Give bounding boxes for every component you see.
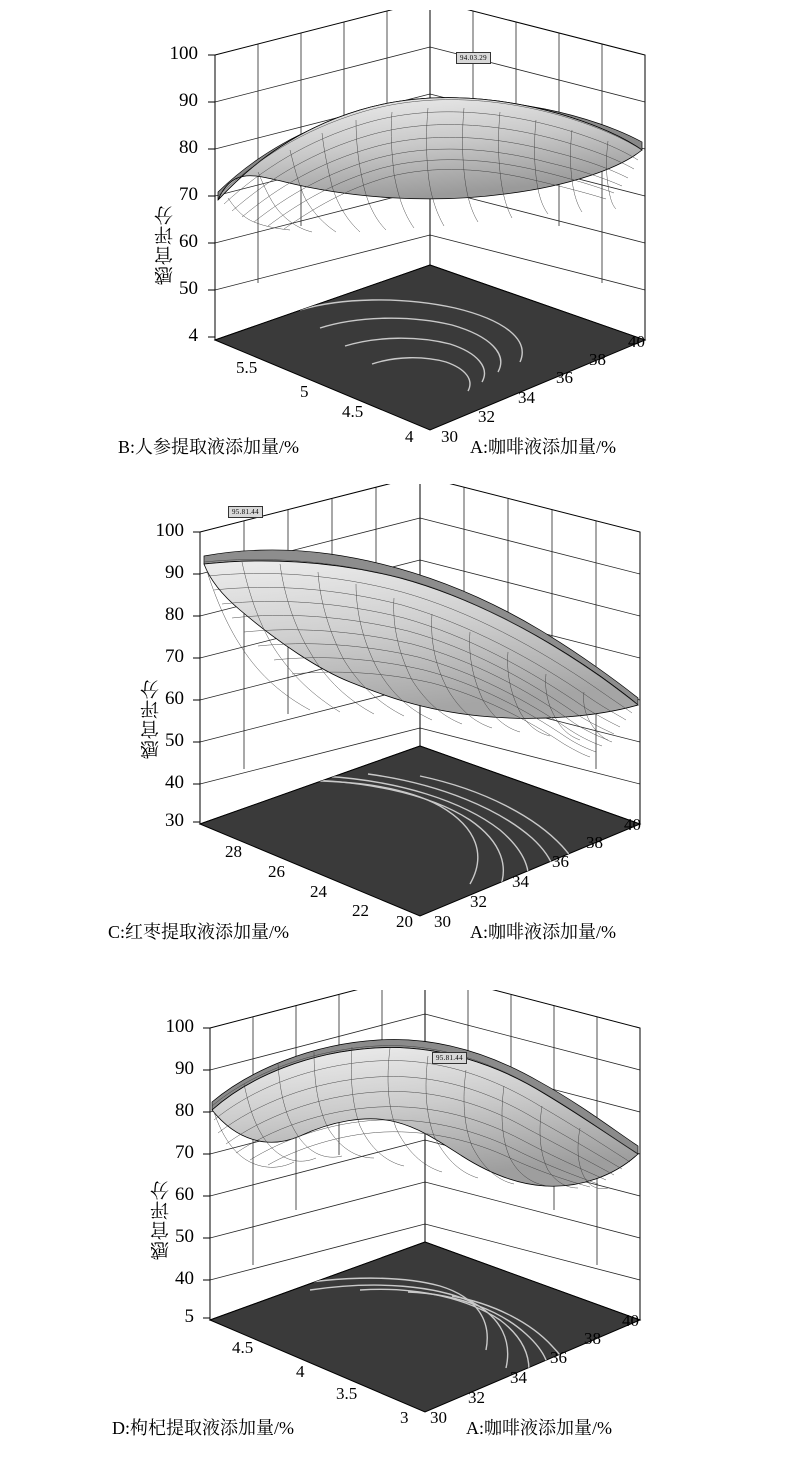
z-tick-ac-4: 60 xyxy=(165,688,184,709)
z-tick-ad-7: 5 xyxy=(184,1306,194,1327)
z-tick-ab-0: 100 xyxy=(169,43,198,64)
x-tick-ad-3: 36 xyxy=(550,1348,567,1367)
x-axis-title-ad: A:咖啡液添加量/% xyxy=(466,1418,612,1438)
y-tick-ad-2: 4 xyxy=(296,1362,305,1381)
z-tick-ab-2: 80 xyxy=(179,137,198,158)
x-axis-title-ac: A:咖啡液添加量/% xyxy=(470,922,616,942)
x-tick-ad-4: 38 xyxy=(584,1329,601,1348)
x-tick-ac-0: 30 xyxy=(434,912,451,931)
y-tick-ad-3: 4.5 xyxy=(232,1338,254,1357)
x-axis-title-ab: A:咖啡液添加量/% xyxy=(470,437,616,457)
peak-value-label-ad: 95.81.44 xyxy=(432,1052,467,1064)
z-tick-ad-0: 100 xyxy=(165,1016,194,1037)
z-axis-label-ab: 感官评分 xyxy=(155,205,176,285)
z-tick-ab-3: 70 xyxy=(179,184,198,205)
x-tick-ac-1: 32 xyxy=(470,892,487,911)
z-tick-ad-5: 50 xyxy=(175,1226,194,1247)
x-tick-ab-1: 32 xyxy=(478,407,495,426)
z-tick-ac-6: 40 xyxy=(165,772,184,793)
y-axis-title-ad: D:枸杞提取液添加量/% xyxy=(112,1418,294,1438)
peak-value-label-ac: 95.81.44 xyxy=(228,506,263,518)
y-axis-title-ac: C:红枣提取液添加量/% xyxy=(108,922,290,942)
z-tick-ab-5: 50 xyxy=(179,278,198,299)
y-tick-ac-3: 26 xyxy=(268,862,285,881)
x-tick-ab-0: 30 xyxy=(441,427,458,446)
y-tick-ab-1: 4.5 xyxy=(342,402,364,421)
x-tick-ac-3: 36 xyxy=(552,852,569,871)
z-tick-ab-4: 60 xyxy=(179,231,198,252)
surface-plot-graphic-ac xyxy=(0,484,800,958)
x-tick-ad-5: 40 xyxy=(622,1311,639,1330)
y-tick-ac-1: 22 xyxy=(352,901,369,920)
z-tick-ac-2: 80 xyxy=(165,604,184,625)
z-tick-ad-1: 90 xyxy=(175,1058,194,1079)
y-axis-title-ab: B:人参提取液添加量/% xyxy=(118,437,300,457)
x-tick-ad-2: 34 xyxy=(510,1368,527,1387)
surface-plot-graphic-ad xyxy=(0,990,800,1464)
y-tick-ab-2: 5 xyxy=(300,382,309,401)
surface-plot-panel-ad xyxy=(0,990,800,1464)
x-tick-ac-4: 38 xyxy=(586,833,603,852)
peak-value-label-ab: 94.03.29 xyxy=(456,52,491,64)
z-tick-ac-1: 90 xyxy=(165,562,184,583)
surface-plot-graphic-ab xyxy=(0,10,800,484)
z-tick-ac-0: 100 xyxy=(155,520,184,541)
x-tick-ad-0: 30 xyxy=(430,1408,447,1427)
z-tick-ac-5: 50 xyxy=(165,730,184,751)
x-tick-ab-2: 34 xyxy=(518,388,535,407)
z-tick-ad-6: 40 xyxy=(175,1268,194,1289)
y-tick-ac-0: 20 xyxy=(396,912,413,931)
y-tick-ad-0: 3 xyxy=(400,1408,409,1427)
y-tick-ac-2: 24 xyxy=(310,882,327,901)
z-axis-label-ad: 感官评分 xyxy=(151,1180,172,1260)
x-tick-ab-3: 36 xyxy=(556,368,573,387)
z-tick-ab-1: 90 xyxy=(179,90,198,111)
z-tick-ad-3: 70 xyxy=(175,1142,194,1163)
surface-plot-panel-ab xyxy=(0,10,800,484)
x-tick-ab-4: 38 xyxy=(589,350,606,369)
z-tick-ac-3: 70 xyxy=(165,646,184,667)
y-tick-ad-1: 3.5 xyxy=(336,1384,358,1403)
x-tick-ad-1: 32 xyxy=(468,1388,485,1407)
z-axis-label-ac: 感官评分 xyxy=(141,679,162,759)
x-tick-ac-2: 34 xyxy=(512,872,529,891)
y-tick-ab-0: 4 xyxy=(405,427,414,446)
x-tick-ab-5: 40 xyxy=(628,332,645,351)
z-tick-ac-7: 30 xyxy=(165,810,184,831)
z-tick-ad-2: 80 xyxy=(175,1100,194,1121)
x-tick-ac-5: 40 xyxy=(624,815,641,834)
z-tick-ad-4: 60 xyxy=(175,1184,194,1205)
z-tick-ab-6: 4 xyxy=(188,325,198,346)
y-tick-ab-3: 5.5 xyxy=(236,358,258,377)
y-tick-ac-4: 28 xyxy=(225,842,242,861)
surface-plot-panel-ac xyxy=(0,484,800,958)
